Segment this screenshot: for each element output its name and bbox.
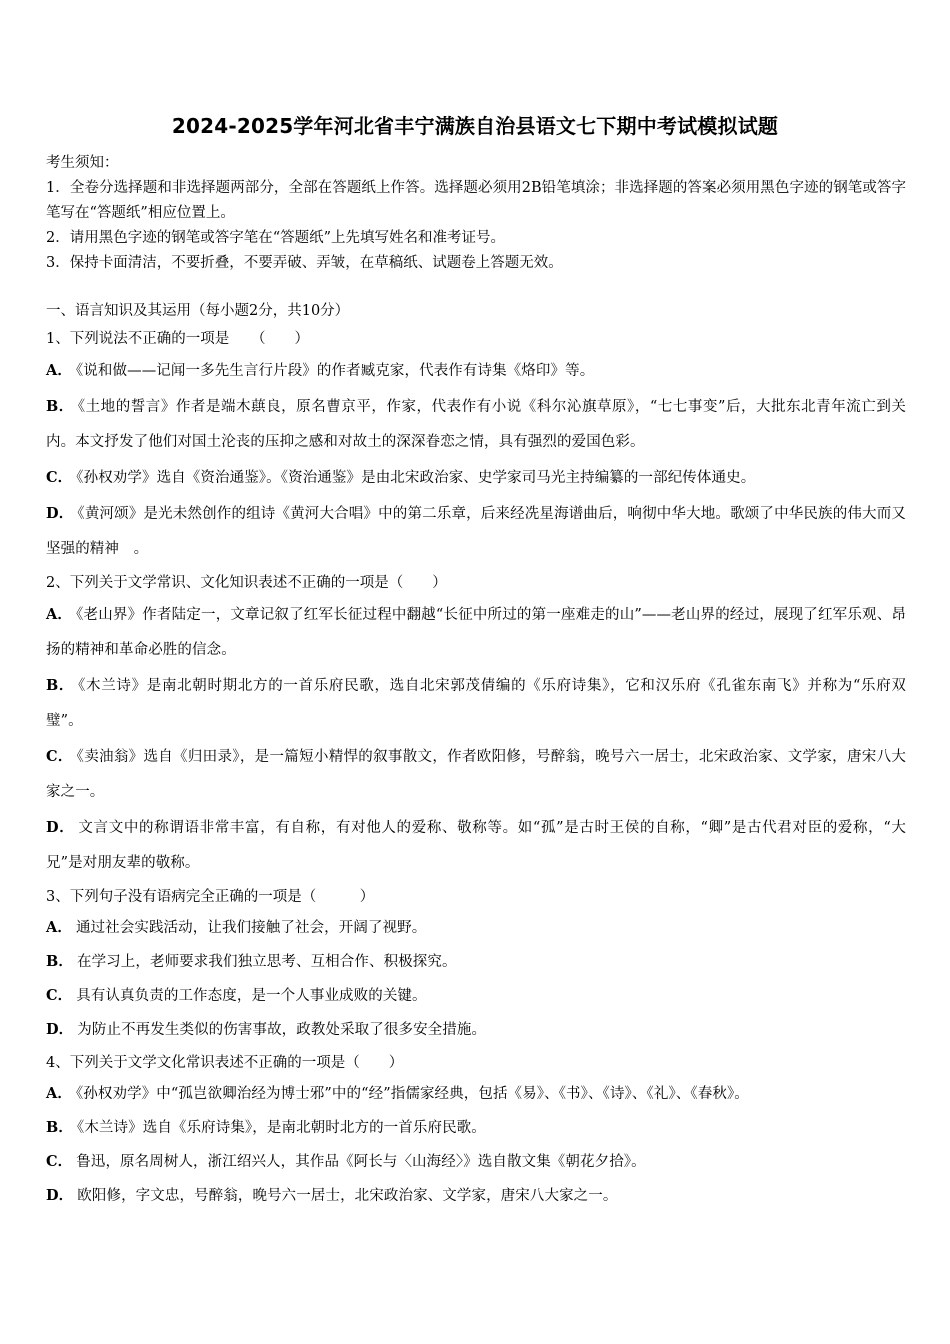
option-label: D． — [46, 505, 74, 522]
option-d — [46, 496, 906, 567]
option-a — [46, 1077, 906, 1111]
notice-heading: 考生须知： — [46, 155, 119, 171]
notice-item: 2．请用黑色字迹的钢笔或答字笔在“答题纸”上先填写姓名和准考证号。 — [46, 230, 506, 246]
option-label: C． — [46, 987, 73, 1004]
option-label: A． — [46, 362, 72, 379]
option-text: 《黄河颂》是光未然创作的组诗《黄河大合唱》中的第二乐章，后来经冼星海谱曲后，响彻中华大地。歌颂了中华民族的伟大而又坚强的精神 。 — [46, 506, 906, 557]
option-text: 在学习上，老师要求我们独立思考、互相合作、积极探究。 — [76, 954, 457, 970]
option-text: 具有认真负责的工作态度，是一个人事业成败的关键。 — [76, 988, 427, 1004]
option-label: D． — [46, 819, 75, 836]
question-stem: 3、下列句子没有语病完全正确的一项是（ ） — [46, 889, 375, 905]
option-label: B． — [46, 1119, 73, 1136]
option-a — [46, 353, 906, 389]
section-heading: 一、语言知识及其运用（每小题2分，共10分） — [46, 303, 350, 319]
option-b — [46, 1111, 906, 1145]
question-3 — [46, 883, 906, 1047]
question-2 — [46, 569, 906, 881]
option-text: 《说和做——记闻一多先生言行片段》的作者臧克家，代表作有诗集《烙印》等。 — [75, 363, 595, 379]
option-label: D． — [46, 1021, 74, 1038]
option-text: 《木兰诗》是南北朝时期北方的一首乐府民歌，选自北宋郭茂倩编的《乐府诗集》，它和汉乐府《孔雀东南飞》并称为“乐府双璧”。 — [46, 678, 906, 729]
question-1 — [46, 325, 906, 567]
option-label: C． — [46, 469, 73, 486]
notice-item: 3．保持卡面清洁，不要折叠，不要弄破、弄皱，在草稿纸、试题卷上答题无效。 — [46, 255, 563, 271]
question-4 — [46, 1049, 906, 1213]
option-label: A． — [46, 1085, 72, 1102]
option-label: B． — [46, 953, 73, 970]
option-label: C． — [46, 748, 73, 765]
question-stem: 2、下列关于文学常识、文化知识表述不正确的一项是（ ） — [46, 575, 447, 591]
option-text: 《木兰诗》选自《乐府诗集》，是南北朝时北方的一首乐府民歌。 — [76, 1120, 486, 1136]
option-text: 通过社会实践活动，让我们接触了社会，开阔了视野。 — [75, 920, 427, 936]
option-d — [46, 1179, 906, 1213]
section-language-knowledge — [46, 299, 906, 1213]
option-text: 为防止不再发生类似的伤害事故，政教处采取了很多安全措施。 — [77, 1022, 487, 1038]
option-label: B． — [46, 398, 74, 415]
notice-item: 1．全卷分选择题和非选择题两部分，全部在答题纸上作答。选择题必须用2B铅笔填涂；非选择题的答案必须用黑色字迹的钢笔或答字笔写在“答题纸”相应位置上。 — [46, 180, 906, 221]
exam-notice — [46, 151, 906, 276]
option-b — [46, 668, 906, 739]
option-c — [46, 460, 906, 496]
option-label: A． — [46, 606, 73, 623]
option-d — [46, 810, 906, 881]
option-b — [46, 945, 906, 979]
page-title: 2024-2025学年河北省丰宁满族自治县语文七下期中考试模拟试题 — [171, 114, 779, 138]
question-stem: 4、下列关于文学文化常识表述不正确的一项是（ ） — [46, 1055, 404, 1071]
option-text: 《孙权劝学》选自《资治通鉴》。《资治通鉴》是由北宋政治家、史学家司马光主持编纂的一部纪传体通史。 — [76, 470, 756, 486]
option-a — [46, 597, 906, 668]
option-a — [46, 911, 906, 945]
option-c — [46, 1145, 906, 1179]
option-text: 《老山界》作者陆定一，文章记叙了红军长征过程中翻越“长征中所过的第一座难走的山”——老山界的经过，展现了红军乐观、昂扬的精神和革命必胜的信念。 — [46, 607, 907, 658]
question-stem: 1、下列说法不正确的一项是 （ ） — [46, 331, 309, 347]
option-label: D． — [46, 1187, 74, 1204]
option-label: C． — [46, 1153, 73, 1170]
option-text: 《卖油翁》选自《归田录》，是一篇短小精悍的叙事散文，作者欧阳修，号醉翁，晚号六一居士，北宋政治家、文学家，唐宋八大家之一。 — [46, 749, 906, 800]
option-text: 文言文中的称谓语非常丰富，有自称，有对他人的爱称、敬称等。如“孤”是古时王侯的自称，“卿”是古代君对臣的爱称，“大兄”是对朋友辈的敬称。 — [46, 820, 907, 871]
option-text: 《土地的誓言》作者是端木蕻良，原名曹京平，作家，代表作有小说《科尔沁旗草原》，“七七事变”后，大批东北青年流亡到关内。本文抒发了他们对国土沦丧的压抑之感和对故土的深深眷恋之情，具有强烈的爱国色彩。 — [46, 399, 906, 450]
option-text: 欧阳修，字文忠，号醉翁，晚号六一居士，北宋政治家、文学家，唐宋八大家之一。 — [77, 1188, 618, 1204]
option-text: 鲁迅，原名周树人，浙江绍兴人，其作品《阿长与〈山海经〉》选自散文集《朝花夕拾》。 — [76, 1154, 646, 1170]
option-label: B． — [46, 677, 75, 694]
option-d — [46, 1013, 906, 1047]
option-c — [46, 979, 906, 1013]
option-b — [46, 389, 906, 460]
option-label: A． — [46, 919, 72, 936]
option-text: 《孙权劝学》中“孤岂欲卿治经为博士邪”中的“经”指儒家经典，包括《易》、《书》、《诗》、《礼》、《春秋》。 — [75, 1086, 749, 1102]
option-c — [46, 739, 906, 810]
